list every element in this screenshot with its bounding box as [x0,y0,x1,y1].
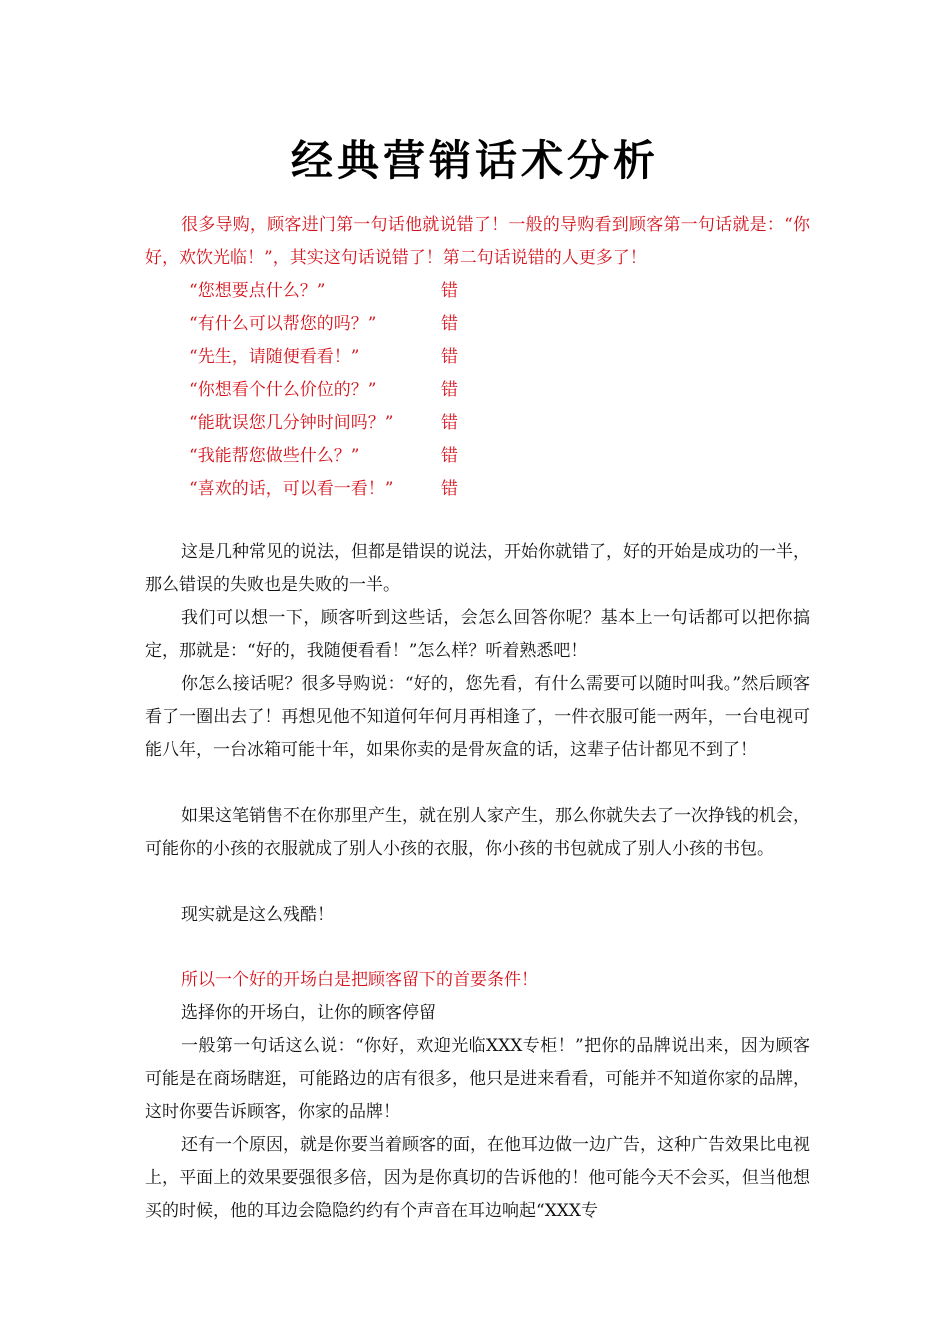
wrong-mark: 错 [441,347,458,367]
body-paragraph: 一般第一句话这么说：“你好，欢迎光临XXX专柜！”把你的品牌说出来，因为顾客可能是在商场瞎逛，可能路边的店有很多，他只是进来看看，可能并不知道你家的品牌，这时你要告诉顾客，你家的品牌！ [145,1036,810,1122]
body-paragraph: 还有一个原因，就是你要当着顾客的面，在他耳边做一边广告，这种广告效果比电视上，平面上的效果要强很多倍，因为是你真切的告诉他的！他可能今天不会买，但当他想买的时候，他的耳边会隐隐约约有个声音在耳边响起“XXX专 [145,1135,810,1221]
body-paragraph: 这是几种常见的说法，但都是错误的说法，开始你就错了，好的开始是成功的一半，那么错误的失败也是失败的一半。 [145,542,810,595]
wrong-mark: 错 [441,479,458,499]
page-title: 经典营销话术分析 [290,136,659,185]
wrong-item [189,374,458,407]
wrong-item [189,275,458,308]
wrong-mark: 错 [441,281,458,301]
wrong-item-phrase: “我能帮您做些什么？” [189,446,360,466]
wrong-item [189,440,458,473]
wrong-item-phrase: “能耽误您几分钟时间吗？” [189,413,394,433]
key-point-paragraph: 所以一个好的开场白是把顾客留下的首要条件！ [181,970,538,990]
wrong-mark: 错 [441,446,458,466]
wrong-item-phrase: “喜欢的话，可以看一看！” [189,479,394,499]
body-paragraph: 如果这笔销售不在你那里产生，就在别人家产生，那么你就失去了一次挣钱的机会，可能你的小孩的衣服就成了别人小孩的衣服，你小孩的书包就成了别人小孩的书包。 [145,806,810,859]
wrong-item [189,308,458,341]
wrong-item [189,473,458,506]
section-heading: 选择你的开场白，让你的顾客停留 [181,1003,436,1023]
body-paragraph: 你怎么接话呢？很多导购说：“好的，您先看，有什么需要可以随时叫我。”然后顾客看了一圈出去了！再想见他不知道何年何月再相逢了，一件衣服可能一两年，一台电视可能八年，一台冰箱可能十年，如果你卖的是骨灰盒的话，这辈子估计都见不到了！ [145,674,810,760]
wrong-item-phrase: “你想看个什么价位的？” [189,380,377,400]
wrong-item [189,341,458,374]
wrong-mark: 错 [441,314,458,334]
body-paragraph: 现实就是这么残酷！ [181,905,334,925]
wrong-item [189,407,458,440]
body-paragraph: 我们可以想一下，顾客听到这些话，会怎么回答你呢？基本上一句话都可以把你搞定，那就是：“好的，我随便看看！”怎么样？听着熟悉吧！ [145,608,810,661]
wrong-mark: 错 [441,413,458,433]
wrong-item-phrase: “先生，请随便看看！” [189,347,360,367]
wrong-item-phrase: “有什么可以帮您的吗？” [189,314,377,334]
wrong-mark: 错 [441,380,458,400]
wrong-item-phrase: “您想要点什么？” [189,281,326,301]
intro-paragraph: 很多导购，顾客进门第一句话他就说错了！一般的导购看到顾客第一句话就是：“你好，欢饮光临！”，其实这句话说错了！第二句话说错的人更多了！ [145,215,810,268]
